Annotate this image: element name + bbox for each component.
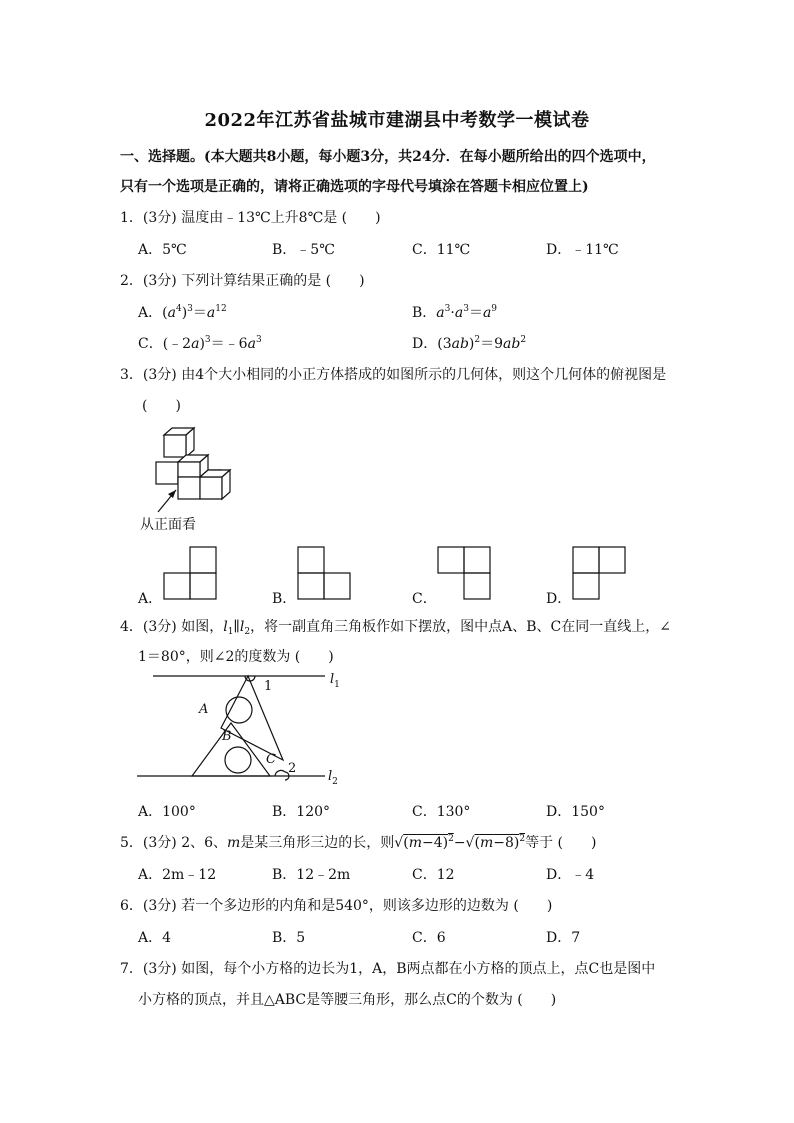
sqrt-expression: $√(m-4)^2-√(m-8)^2$ — [394, 834, 526, 851]
question-6-option-b: B．5 — [272, 930, 306, 946]
question-5-option-a: A．2m﹣12 — [138, 867, 217, 883]
option-label: C． — [138, 336, 163, 352]
line-l2-subscript: 2 — [332, 777, 338, 787]
question-7-stem-line2: 小方格的顶点，并且△ABC是等腰三角形，那么点C的个数为 ( ) — [138, 992, 557, 1008]
question-1-stem: 1．(3分) 温度由﹣13℃上升8℃是 ( ) — [120, 210, 381, 226]
line-l1-label — [330, 672, 340, 690]
question-6-option-d: D．7 — [546, 930, 581, 946]
question-3-option-a: A． — [138, 591, 163, 607]
question-1-option-d: D．﹣11℃ — [546, 242, 619, 258]
question-5-prefix: 5．(3分) 2、6、 — [120, 835, 228, 851]
question-2-option-a: A．$(a^4)^3=a^{12}$ — [138, 304, 227, 321]
question-5-suffix: 等于 ( ) — [525, 835, 597, 851]
option-c-view-icon — [437, 546, 491, 600]
section-heading-line1: 一、选择题。(本大题共8小题，每小题3分，共24分．在每小题所给出的四个选项中， — [120, 149, 656, 165]
option-label: B． — [412, 305, 437, 321]
angle-1-label: 1 — [264, 679, 273, 694]
question-2-option-b: B．$a^3\cdot a^3=a^9$ — [412, 304, 498, 321]
question-6-option-c: C．6 — [412, 930, 446, 946]
question-1-option-c: C．11℃ — [412, 242, 471, 258]
question-3-option-d: D． — [546, 591, 572, 607]
question-4-option-c: C．130° — [412, 804, 471, 820]
question-4-prefix: 4．(3分) 如图， — [120, 619, 224, 635]
line-l1-letter: l — [330, 672, 335, 687]
option-label: A． — [138, 305, 163, 321]
question-4-stem-line2: 1＝80°，则∠2的度数为 ( ) — [138, 649, 334, 665]
point-a-label: A — [199, 702, 209, 717]
question-5-option-b: B．12﹣2m — [272, 867, 351, 883]
question-2-option-d: D．$(3ab)^2=9ab^2$ — [412, 335, 527, 352]
front-view-label: 从正面看 — [140, 517, 196, 533]
question-4-stem-line1: 4．(3分) 如图，$l_1\parallel l_2$，将一副直角三角板作如下摆放，图中点A、B、C在同一直线上，∠ — [120, 619, 671, 637]
option-a-view-icon — [163, 546, 217, 600]
question-3-answer-paren: ( ) — [142, 398, 181, 414]
line-l2-label — [328, 769, 338, 787]
question-3-option-c: C． — [412, 591, 437, 607]
question-1-option-a: A．5℃ — [138, 242, 187, 258]
page-title: 2022年江苏省盐城市建湖县中考数学一模试卷 — [204, 110, 590, 131]
line-l2-letter: l — [328, 769, 333, 784]
question-6-option-a: A．4 — [138, 930, 172, 946]
question-4-suffix: ，将一副直角三角板作如下摆放，图中点A、B、C在同一直线上，∠ — [250, 619, 671, 635]
parallel-lines-triangles-figure — [135, 668, 360, 788]
question-5-option-d: D．﹣4 — [546, 867, 595, 883]
question-1-option-b: B．﹣5℃ — [272, 242, 335, 258]
section-heading-line2: 只有一个选项是正确的，请将正确选项的字母代号填涂在答题卡相应位置上) — [120, 179, 589, 195]
question-7-stem-line1: 7．(3分) 如图，每个小方格的边长为1，A，B两点都在小方格的顶点上，点C也是图中 — [120, 961, 656, 977]
question-5-mid: 是某三角形三边的长，则 — [240, 835, 395, 851]
question-3-stem: 3．(3分) 由4个大小相同的小正方体搭成的如图所示的几何体，则这个几何体的俯视图是 — [120, 367, 667, 383]
point-c-label: C — [266, 752, 276, 767]
question-5-option-c: C．12 — [412, 867, 455, 883]
question-4-option-d: D．150° — [546, 804, 605, 820]
question-2-stem: 2．(3分) 下列计算结果正确的是 ( ) — [120, 273, 365, 289]
question-3-option-b: B． — [272, 591, 297, 607]
option-label: D． — [412, 336, 438, 352]
line-l1-subscript: 1 — [334, 680, 340, 690]
question-4-option-b: B．120° — [272, 804, 331, 820]
option-d-view-icon — [572, 546, 626, 600]
question-2-option-c: C．$(﹣2a)^3=﹣6a^3$ — [138, 335, 262, 352]
option-b-view-icon — [297, 546, 351, 600]
question-4-option-a: A．100° — [138, 804, 196, 820]
question-6-stem: 6．(3分) 若一个多边形的内角和是540°，则该多边形的边数为 ( ) — [120, 898, 553, 914]
question-5-stem: 5．(3分) 2、6、m是某三角形三边的长，则$√(m-4)^2-√(m-8)^2$等于 ( ) — [120, 834, 597, 851]
angle-2-label: 2 — [288, 761, 297, 776]
point-b-label: B — [222, 729, 232, 744]
